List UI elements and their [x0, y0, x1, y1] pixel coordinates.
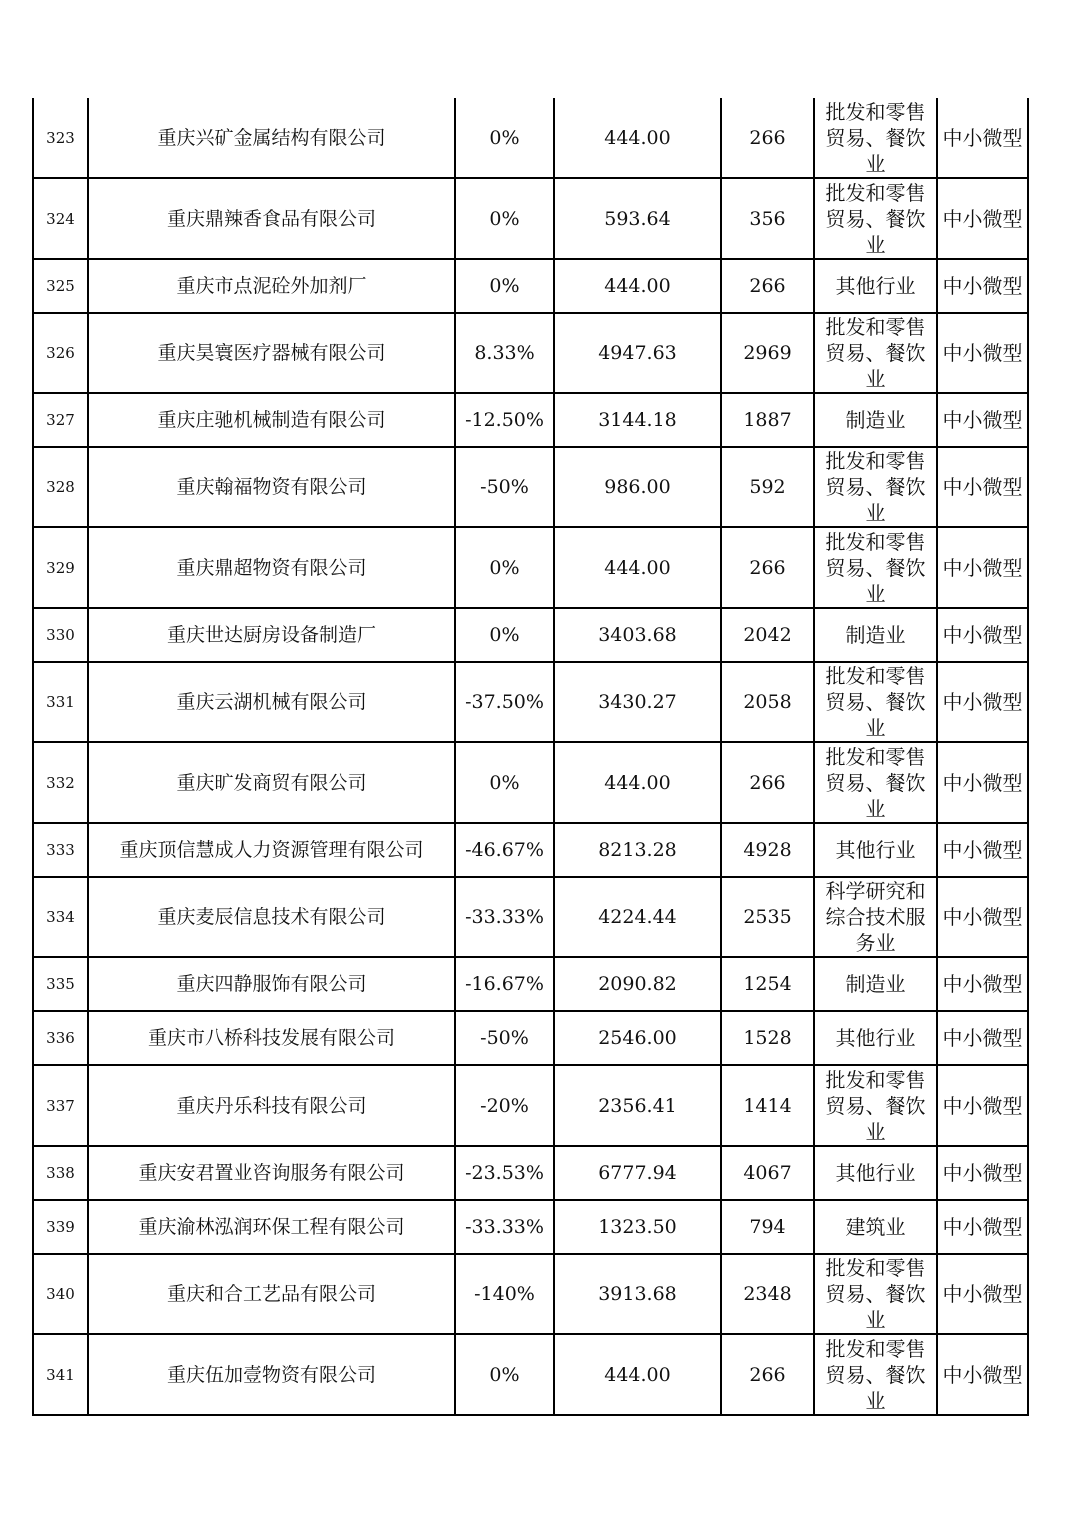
- table-row: [33, 259, 1028, 313]
- row-number: 331: [33, 662, 88, 742]
- amount-value: 4224.44: [554, 877, 721, 957]
- enterprise-size: 中小微型: [937, 313, 1028, 393]
- growth-rate: -16.67%: [455, 957, 554, 1011]
- count-value: 2042: [721, 608, 814, 662]
- row-number: 335: [33, 957, 88, 1011]
- company-name: 重庆翰福物资有限公司: [88, 447, 455, 527]
- count-value: 1254: [721, 957, 814, 1011]
- amount-value: 2546.00: [554, 1011, 721, 1065]
- enterprise-size: 中小微型: [937, 447, 1028, 527]
- industry-category: 科学研究和综合技术服务业: [814, 877, 937, 957]
- table-row: [33, 608, 1028, 662]
- growth-rate: -33.33%: [455, 877, 554, 957]
- company-name: 重庆庄驰机械制造有限公司: [88, 393, 455, 447]
- count-value: 1414: [721, 1065, 814, 1146]
- amount-value: 444.00: [554, 742, 721, 823]
- company-name: 重庆市八桥科技发展有限公司: [88, 1011, 455, 1065]
- row-number: 328: [33, 447, 88, 527]
- enterprise-size: 中小微型: [937, 957, 1028, 1011]
- industry-category: 制造业: [814, 608, 937, 662]
- company-table: [32, 98, 1029, 1416]
- company-name: 重庆市点泥砼外加剂厂: [88, 259, 455, 313]
- table-row: [33, 1334, 1028, 1415]
- company-name: 重庆顶信慧成人力资源管理有限公司: [88, 823, 455, 877]
- growth-rate: -23.53%: [455, 1146, 554, 1200]
- amount-value: 8213.28: [554, 823, 721, 877]
- count-value: 356: [721, 178, 814, 259]
- row-number: 337: [33, 1065, 88, 1146]
- enterprise-size: 中小微型: [937, 178, 1028, 259]
- row-number: 324: [33, 178, 88, 259]
- enterprise-size: 中小微型: [937, 393, 1028, 447]
- table-row: [33, 1011, 1028, 1065]
- growth-rate: 0%: [455, 742, 554, 823]
- industry-category: 批发和零售贸易、餐饮业: [814, 98, 937, 178]
- amount-value: 3144.18: [554, 393, 721, 447]
- count-value: 4067: [721, 1146, 814, 1200]
- enterprise-size: 中小微型: [937, 527, 1028, 608]
- growth-rate: -33.33%: [455, 1200, 554, 1254]
- company-name: 重庆世达厨房设备制造厂: [88, 608, 455, 662]
- row-number: 339: [33, 1200, 88, 1254]
- industry-category: 批发和零售贸易、餐饮业: [814, 742, 937, 823]
- count-value: 266: [721, 1334, 814, 1415]
- row-number: 330: [33, 608, 88, 662]
- enterprise-size: 中小微型: [937, 662, 1028, 742]
- table-row: [33, 823, 1028, 877]
- count-value: 266: [721, 527, 814, 608]
- count-value: 592: [721, 447, 814, 527]
- industry-category: 批发和零售贸易、餐饮业: [814, 527, 937, 608]
- enterprise-size: 中小微型: [937, 877, 1028, 957]
- industry-category: 批发和零售贸易、餐饮业: [814, 313, 937, 393]
- enterprise-size: 中小微型: [937, 1200, 1028, 1254]
- row-number: 325: [33, 259, 88, 313]
- industry-category: 批发和零售贸易、餐饮业: [814, 662, 937, 742]
- company-name: 重庆旷发商贸有限公司: [88, 742, 455, 823]
- enterprise-size: 中小微型: [937, 259, 1028, 313]
- row-number: 338: [33, 1146, 88, 1200]
- row-number: 327: [33, 393, 88, 447]
- growth-rate: 0%: [455, 178, 554, 259]
- amount-value: 1323.50: [554, 1200, 721, 1254]
- industry-category: 批发和零售贸易、餐饮业: [814, 447, 937, 527]
- industry-category: 其他行业: [814, 259, 937, 313]
- industry-category: 其他行业: [814, 1011, 937, 1065]
- company-name: 重庆鼎辣香食品有限公司: [88, 178, 455, 259]
- industry-category: 批发和零售贸易、餐饮业: [814, 1065, 937, 1146]
- industry-category: 批发和零售贸易、餐饮业: [814, 1254, 937, 1334]
- count-value: 1528: [721, 1011, 814, 1065]
- enterprise-size: 中小微型: [937, 1254, 1028, 1334]
- company-name: 重庆丹乐科技有限公司: [88, 1065, 455, 1146]
- table-row: [33, 98, 1028, 178]
- count-value: 2058: [721, 662, 814, 742]
- company-name: 重庆兴矿金属结构有限公司: [88, 98, 455, 178]
- industry-category: 批发和零售贸易、餐饮业: [814, 1334, 937, 1415]
- table-row: [33, 393, 1028, 447]
- amount-value: 3403.68: [554, 608, 721, 662]
- amount-value: 3430.27: [554, 662, 721, 742]
- amount-value: 444.00: [554, 98, 721, 178]
- amount-value: 2090.82: [554, 957, 721, 1011]
- table-row: [33, 662, 1028, 742]
- industry-category: 制造业: [814, 957, 937, 1011]
- company-name: 重庆渝林泓润环保工程有限公司: [88, 1200, 455, 1254]
- count-value: 266: [721, 259, 814, 313]
- growth-rate: 0%: [455, 608, 554, 662]
- amount-value: 2356.41: [554, 1065, 721, 1146]
- amount-value: 593.64: [554, 178, 721, 259]
- table-row: [33, 957, 1028, 1011]
- row-number: 332: [33, 742, 88, 823]
- company-name: 重庆伍加壹物资有限公司: [88, 1334, 455, 1415]
- growth-rate: -50%: [455, 447, 554, 527]
- row-number: 334: [33, 877, 88, 957]
- amount-value: 444.00: [554, 259, 721, 313]
- industry-category: 其他行业: [814, 1146, 937, 1200]
- growth-rate: -50%: [455, 1011, 554, 1065]
- growth-rate: 0%: [455, 1334, 554, 1415]
- table-row: [33, 1254, 1028, 1334]
- enterprise-size: 中小微型: [937, 1146, 1028, 1200]
- enterprise-size: 中小微型: [937, 98, 1028, 178]
- table-row: [33, 313, 1028, 393]
- count-value: 2535: [721, 877, 814, 957]
- table-row: [33, 877, 1028, 957]
- count-value: 4928: [721, 823, 814, 877]
- table-row: [33, 742, 1028, 823]
- amount-value: 444.00: [554, 527, 721, 608]
- row-number: 336: [33, 1011, 88, 1065]
- row-number: 323: [33, 98, 88, 178]
- count-value: 794: [721, 1200, 814, 1254]
- enterprise-size: 中小微型: [937, 742, 1028, 823]
- amount-value: 986.00: [554, 447, 721, 527]
- amount-value: 6777.94: [554, 1146, 721, 1200]
- count-value: 1887: [721, 393, 814, 447]
- row-number: 326: [33, 313, 88, 393]
- enterprise-size: 中小微型: [937, 823, 1028, 877]
- growth-rate: -37.50%: [455, 662, 554, 742]
- table-row: [33, 178, 1028, 259]
- growth-rate: 8.33%: [455, 313, 554, 393]
- table-row: [33, 447, 1028, 527]
- table-row: [33, 527, 1028, 608]
- company-name: 重庆和合工艺品有限公司: [88, 1254, 455, 1334]
- company-name: 重庆麦辰信息技术有限公司: [88, 877, 455, 957]
- growth-rate: -140%: [455, 1254, 554, 1334]
- count-value: 2969: [721, 313, 814, 393]
- count-value: 266: [721, 98, 814, 178]
- company-name: 重庆鼎超物资有限公司: [88, 527, 455, 608]
- table-row: [33, 1065, 1028, 1146]
- company-name: 重庆云湖机械有限公司: [88, 662, 455, 742]
- enterprise-size: 中小微型: [937, 608, 1028, 662]
- growth-rate: 0%: [455, 259, 554, 313]
- industry-category: 其他行业: [814, 823, 937, 877]
- enterprise-size: 中小微型: [937, 1011, 1028, 1065]
- table-row: [33, 1200, 1028, 1254]
- industry-category: 制造业: [814, 393, 937, 447]
- row-number: 340: [33, 1254, 88, 1334]
- amount-value: 4947.63: [554, 313, 721, 393]
- growth-rate: -12.50%: [455, 393, 554, 447]
- growth-rate: 0%: [455, 527, 554, 608]
- growth-rate: -20%: [455, 1065, 554, 1146]
- count-value: 266: [721, 742, 814, 823]
- row-number: 329: [33, 527, 88, 608]
- company-name: 重庆四静服饰有限公司: [88, 957, 455, 1011]
- table-row: [33, 1146, 1028, 1200]
- row-number: 333: [33, 823, 88, 877]
- company-name: 重庆昊寰医疗器械有限公司: [88, 313, 455, 393]
- industry-category: 批发和零售贸易、餐饮业: [814, 178, 937, 259]
- growth-rate: -46.67%: [455, 823, 554, 877]
- growth-rate: 0%: [455, 98, 554, 178]
- count-value: 2348: [721, 1254, 814, 1334]
- row-number: 341: [33, 1334, 88, 1415]
- enterprise-size: 中小微型: [937, 1065, 1028, 1146]
- company-name: 重庆安君置业咨询服务有限公司: [88, 1146, 455, 1200]
- industry-category: 建筑业: [814, 1200, 937, 1254]
- amount-value: 444.00: [554, 1334, 721, 1415]
- enterprise-size: 中小微型: [937, 1334, 1028, 1415]
- amount-value: 3913.68: [554, 1254, 721, 1334]
